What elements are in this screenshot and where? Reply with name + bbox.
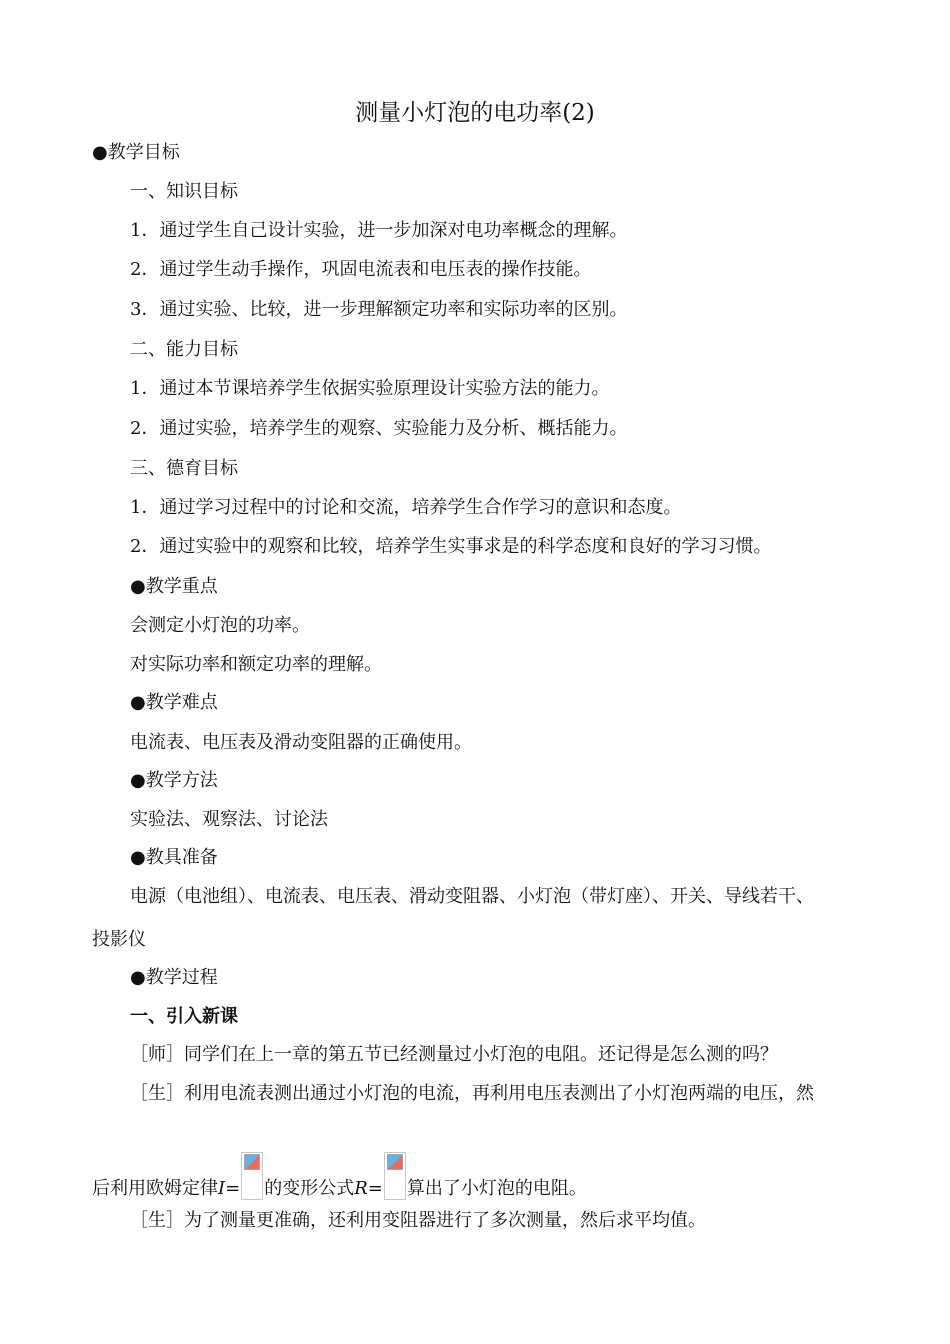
resistance-symbol: R <box>354 1178 368 1199</box>
ability-item-2: 2．通过实验，培养学生的观察、实验能力及分析、概括能力。 <box>130 418 628 439</box>
section-heading-key-points: ●教学重点 <box>130 576 218 597</box>
section-heading-objectives: ●教学目标 <box>92 142 180 163</box>
image-placeholder-icon <box>387 1154 403 1170</box>
section-heading-process: ●教学过程 <box>130 967 218 988</box>
key-point-1: 会测定小灯泡的功率。 <box>130 615 310 636</box>
subheading-knowledge: 一、知识目标 <box>130 181 238 202</box>
key-point-2: 对实际功率和额定功率的理解。 <box>130 654 382 675</box>
formula-line <box>92 1152 587 1201</box>
document-title: 测量小灯泡的电功率(2) <box>355 100 595 126</box>
materials-line-2: 投影仪 <box>92 929 146 950</box>
equals-sign-1: = <box>225 1178 241 1199</box>
section-heading-materials: ●教具准备 <box>130 847 218 868</box>
ability-item-1: 1．通过本节课培养学生依据实验原理设计实验方法的能力。 <box>130 378 610 399</box>
section-heading-difficulties: ●教学难点 <box>130 692 218 713</box>
moral-item-1: 1．通过学习过程中的讨论和交流，培养学生合作学习的意识和态度。 <box>130 497 682 518</box>
section-heading-methods: ●教学方法 <box>130 770 218 791</box>
formula-text-2: 的变形公式 <box>264 1178 355 1199</box>
knowledge-item-3: 3．通过实验、比较，进一步理解额定功率和实际功率的区别。 <box>130 299 628 320</box>
moral-item-2: 2．通过实验中的观察和比较，培养学生实事求是的科学态度和良好的学习习惯。 <box>130 536 772 557</box>
methods-text: 实验法、观察法、讨论法 <box>130 809 328 830</box>
knowledge-item-1: 1．通过学生自己设计实验，进一步加深对电功率概念的理解。 <box>130 220 628 241</box>
formula-text-1: 后利用欧姆定律 <box>92 1178 218 1199</box>
equals-sign-2: = <box>367 1178 383 1199</box>
student-dialogue-1: ［生］利用电流表测出通过小灯泡的电流，再利用电压表测出了小灯泡两端的电压，然 <box>130 1083 814 1104</box>
image-placeholder-icon <box>244 1154 260 1170</box>
student-dialogue-2: ［生］为了测量更准确，还利用变阻器进行了多次测量，然后求平均值。 <box>130 1210 706 1231</box>
process-step-heading: 一、引入新课 <box>130 1006 238 1027</box>
knowledge-item-2: 2．通过学生动手操作，巩固电流表和电压表的操作技能。 <box>130 259 592 280</box>
formula-text-3: 算出了小灯泡的电阻。 <box>406 1178 587 1199</box>
subheading-moral: 三、德育目标 <box>130 458 238 479</box>
current-symbol: I <box>218 1178 226 1199</box>
ohms-law-formula-image <box>241 1152 263 1200</box>
teacher-dialogue: ［师］同学们在上一章的第五节已经测量过小灯泡的电阻。还记得是怎么测的吗？ <box>130 1044 778 1065</box>
difficulty-1: 电流表、电压表及滑动变阻器的正确使用。 <box>130 732 472 753</box>
subheading-ability: 二、能力目标 <box>130 339 238 360</box>
materials-line-1: 电源（电池组）、电流表、电压表、滑动变阻器、小灯泡（带灯座）、开关、导线若干、 <box>130 886 814 907</box>
resistance-formula-image <box>384 1152 406 1200</box>
